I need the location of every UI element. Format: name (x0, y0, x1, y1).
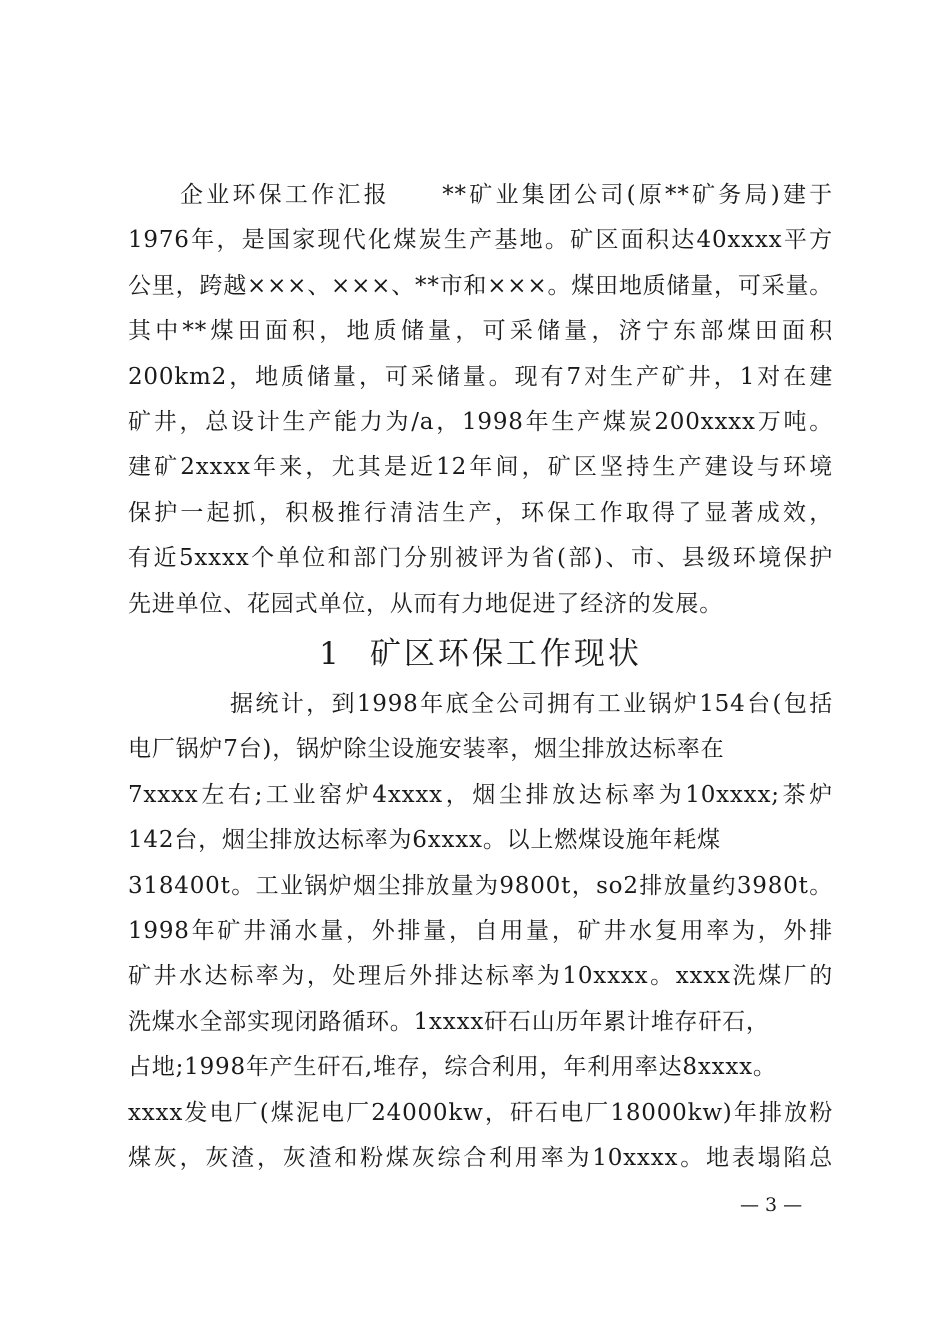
section-number: 1 (319, 636, 342, 672)
body-line-5: 318400t。工业锅炉烟尘排放量为9800t，so2排放量约3980t。 (128, 872, 833, 899)
body-line-6: 1998年矿井涌水量，外排量，自用量，矿井水复用率为，外排 (128, 917, 833, 944)
body-line-7: 矿井水达标率为，处理后外排达标率为10xxxx。xxxx洗煤厂的 (128, 963, 833, 990)
intro-line-2: 1976年，是国家现代化煤炭生产基地。矿区面积达40xxxx平方 (128, 227, 833, 254)
intro-line-7: 建矿2xxxx年来，尤其是近12年间，矿区坚持生产建设与环境 (128, 454, 833, 481)
intro-line-1: 企业环保工作汇报 **矿业集团公司(原**矿务局)建于 (180, 182, 833, 208)
intro-line-5: 200km2，地质储量，可采储量。现有7对生产矿井，1对在建 (128, 363, 833, 390)
intro-line-9: 有近5xxxx个单位和部门分别被评为省(部)、市、县级环境保护 (128, 545, 833, 572)
intro-line-4: 其中**煤田面积，地质储量，可采储量，济宁东部煤田面积 (128, 318, 833, 345)
intro-line-3: 公里，跨越×××、×××、**市和×××。煤田地质储量，可采量。 (128, 272, 834, 299)
body-line-3: 7xxxx左右;工业窑炉4xxxx，烟尘排放达标率为10xxxx;茶炉 (128, 781, 833, 808)
body-line-8: 洗煤水全部实现闭路循环。1xxxx矸石山历年累计堆存矸石， (128, 1008, 770, 1035)
intro-paragraph (128, 173, 833, 627)
body-line-11: 煤灰，灰渣，灰渣和粉煤灰综合利用率为10xxxx。地表塌陷总 (128, 1144, 833, 1171)
body-line-4: 142台，烟尘排放达标率为6xxxx。以上燃煤设施年耗煤 (128, 827, 721, 854)
intro-line-10: 先进单位、花园式单位，从而有力地促进了经济的发展。 (128, 590, 723, 617)
section-title: 矿区环保工作现状 (369, 636, 642, 672)
section-body-paragraph (128, 682, 833, 1181)
body-line-2: 电厂锅炉7台)，锅炉除尘设施安装率，烟尘排放达标率在 (128, 736, 725, 763)
page-number: — 3 — (740, 1194, 803, 1216)
body-line-1: 据统计，到1998年底全公司拥有工业锅炉154台(包括 (230, 691, 833, 717)
body-line-10: xxxx发电厂(煤泥电厂24000kw，矸石电厂18000kw)年排放粉 (128, 1099, 833, 1126)
section-heading (128, 628, 833, 680)
intro-line-8: 保护一起抓，积极推行清洁生产，环保工作取得了显著成效， (128, 499, 833, 526)
intro-line-6: 矿井，总设计生产能力为/a，1998年生产煤炭200xxxx万吨。 (128, 408, 833, 435)
body-line-9: 占地;1998年产生矸石,堆存，综合利用，年利用率达8xxxx。 (128, 1054, 777, 1081)
